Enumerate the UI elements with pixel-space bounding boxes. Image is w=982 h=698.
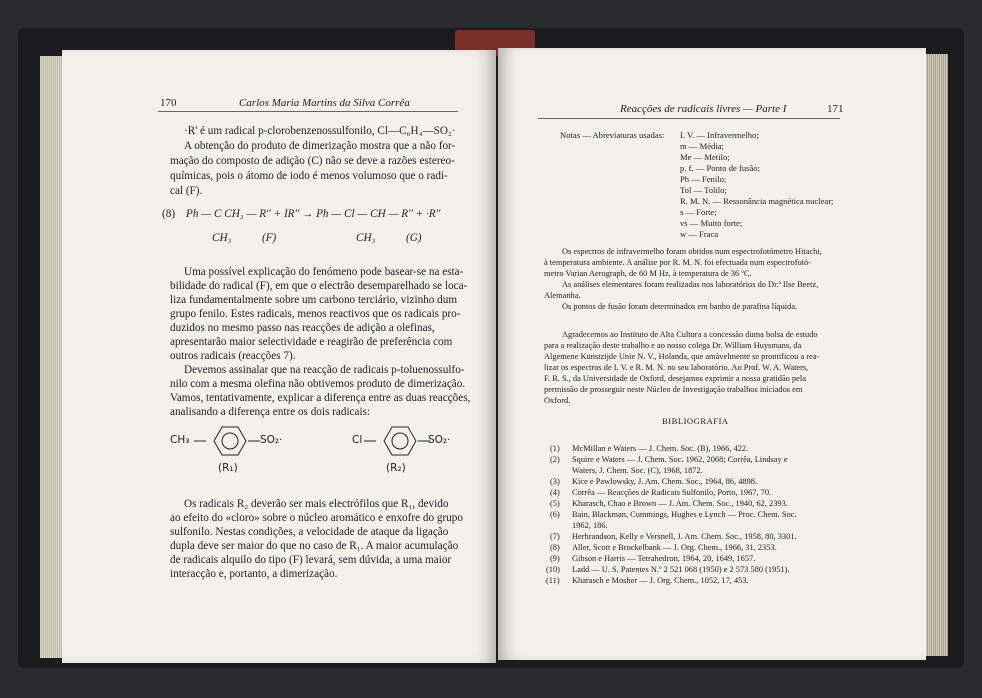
text-line: lizar os espectros de I. V. e R. M. N. no seu laboratório. Ao Prof. W. A. Waters, — [544, 363, 809, 372]
equation-body: Ph — C CH₃ — R'' + IR'' → Ph — Cl — CH — R'' + ·R'' — [186, 208, 441, 220]
ref-number: (5) — [550, 499, 560, 508]
ref-number: (4) — [550, 488, 560, 497]
left-page — [62, 50, 496, 663]
ref-text: Bain, Blackman, Cummings, Hughes e Lynch — Proc. Chem. Soc. — [572, 510, 797, 519]
ref-text: Aller, Scott e Brockelbank — J. Org. Chem., 1966, 31, 2353. — [572, 543, 777, 552]
header-rule — [538, 118, 840, 119]
radical2-substituent: Cl — [352, 434, 363, 446]
text-line: Oxford. — [544, 396, 571, 405]
ref-text: 1962, 186. — [572, 521, 608, 530]
text-line: Uma possível explicação do fenómeno pode basear-se na esta- — [184, 266, 464, 278]
radical2-group: SO₂· — [428, 434, 451, 446]
radical1-label: (R₁) — [218, 462, 238, 474]
abbrev-line: R. M. N. — Ressonância magnética nuclear; — [680, 196, 834, 206]
text-line: apresentarão maior selectividade e reagirão de preferência com — [170, 336, 453, 348]
radical1-group: SO₂· — [260, 434, 283, 446]
ref-text: Ladd — U. S. Patentes N.º 2 521 068 (1950) e 2 573 580 (1951). — [572, 565, 790, 574]
text-line: interacção e, portanto, a dimerização. — [170, 568, 338, 580]
text-line: Devemos assinalar que na reacção de radicais p-toluenossulfo- — [184, 364, 465, 376]
page-number: 170 — [160, 97, 177, 109]
ref-text: Herbrandson, Kelly e Versnell, J. Am. Chem. Soc., 1958, 80, 3301. — [572, 532, 797, 541]
ref-text: Waters, J. Chem. Soc. (C), 1968, 1872. — [572, 466, 703, 475]
abbrev-line: Me — Metilo; — [680, 152, 730, 162]
text-line: Alemanha. — [544, 291, 581, 300]
ref-text: Kice e Pawlowsky, J. Am. Chem. Soc., 1964, 86, 4898. — [572, 477, 758, 486]
ref-text: Kharasch, Chao e Brown — J. Am. Chem. Soc., 1940, 62, 2393. — [572, 499, 788, 508]
text-line: Os radicais R₂ deverão ser mais electrófilos que R₁, devido — [184, 498, 449, 510]
ref-number: (9) — [550, 554, 560, 563]
text-line: outros radicais (reacções 7). — [170, 350, 296, 362]
text-line: cal (F). — [170, 185, 203, 197]
equation-label-g: (G) — [406, 232, 422, 244]
page-edges-left — [40, 56, 64, 658]
page-edges-right — [926, 54, 948, 656]
equation-number: (8) — [162, 208, 176, 220]
text-line: Agradecemos ao Instituto de Alta Cultura a concessão duma bolsa de estudo — [562, 330, 818, 339]
running-head: Carlos Maria Martins da Silva Corrêa — [239, 97, 410, 109]
text-line: mação do composto de adição (C) não se deve a razões estereo- — [170, 155, 455, 167]
ref-number: (7) — [550, 532, 560, 541]
radical1-substituent: CH₃ — [170, 434, 190, 446]
ref-number: (1) — [550, 444, 560, 453]
abbrev-line: w — Fraca — [680, 229, 719, 239]
bibliography-title: BIBLIOGRAFIA — [662, 416, 729, 426]
ref-number: (11) — [546, 576, 560, 585]
text-line: analisando a diferença entre os dois radicais: — [170, 406, 371, 418]
ref-text: Corrêa — Reacções de Radicais Sulfonilo, Porto, 1967, 70. — [572, 488, 772, 497]
equation-sub-left: CH₃ — [212, 232, 232, 244]
text-line: permissão de prosseguir neste Núcleo de Investigação trabalhos iniciados em — [544, 385, 803, 394]
header-rule — [158, 111, 458, 112]
radical2-label: (R₂) — [386, 462, 406, 474]
text-line: ao efeito do «cloro» sobre o núcleo aromático e enxofre do grupo — [170, 512, 463, 524]
text-line: Os pontos de fusão foram determinados em banho de parafina líquida. — [562, 302, 798, 311]
abbrev-line: s — Forte; — [680, 207, 717, 217]
ref-number: (6) — [550, 510, 560, 519]
benzene-ring-2-icon — [362, 422, 432, 460]
ref-number: (2) — [550, 455, 560, 464]
text-line: duzidos no mesmo passo nas reacções de adição a olefinas, — [170, 322, 435, 334]
ref-text: Squire e Waters — J. Chem. Soc. 1962, 2068; Corrêa, Lindsay e — [572, 455, 788, 464]
equation-label-f: (F) — [262, 232, 277, 244]
text-line: químicas, pois o átomo de iodo é menos volumoso que o radi- — [170, 170, 448, 182]
abbrev-line: I. V. — Infravermelho; — [680, 130, 759, 140]
text-line: de radicais alquilo do tipo (F) levará, sem dúvida, a uma maior — [170, 554, 452, 566]
text-line: Vamos, tentativamente, explicar a diferença entre as duas reacções, — [170, 392, 471, 404]
notes-label: Notas — Abreviaturas usadas: — [560, 130, 665, 140]
text-line: Os espectros de infravermelho foram obtidos num espectrofotómetro Hitachi, — [562, 247, 822, 256]
running-head: Reacções de radicais livres — Parte I — [620, 103, 787, 115]
text-line: A obtenção do produto de dimerização mostra que a não for- — [184, 140, 456, 152]
text-line: nilo com a mesma olefina não obtivemos produto de dimerização. — [170, 378, 466, 390]
page-number: 171 — [827, 103, 844, 115]
text-line: dupla deve ser maior do que no caso de R₁. A maior acumulação — [170, 540, 459, 552]
abbrev-line: Ph — Fenilo; — [680, 174, 727, 184]
abbrev-line: vs — Muito forte; — [680, 218, 743, 228]
abbrev-line: Tol — Tolilo; — [680, 185, 727, 195]
text-line: para a realização deste trabalho e ao nosso colega Dr. William Huysmans, da — [544, 341, 802, 350]
text-line: liza fundamentalmente sobre um carbono terciário, vizinho dum — [170, 294, 458, 306]
ref-text: Kharasch e Mosher — J. Org. Chem., 1052, 17, 453. — [572, 576, 749, 585]
text-line: F. R. S., da Universidade de Oxford, desejamos exprimir a nossa gratidão pela — [544, 374, 806, 383]
text-line: Algemene Kunstzijde Unie N. V., Holanda, que amàvelmente se prontificou a rea- — [544, 352, 820, 361]
ref-number: (3) — [550, 477, 560, 486]
right-page — [498, 48, 926, 660]
ref-text: McMillan e Waters — J. Chem. Soc. (B), 1966, 422. — [572, 444, 749, 453]
text-line: As análises elementares foram realizadas nos laboratórios do Dr.ª Ilse Beetz, — [562, 280, 819, 289]
text-line: bilidade do radical (F), em que o electrão desemparelhado se loca- — [170, 280, 468, 292]
benzene-ring-1-icon — [192, 422, 262, 460]
text-line: metro Varian Aerograph, de 60 M Hz, à temperatura de 36 ºC. — [544, 269, 752, 278]
text-line: grupo fenilo. Estes radicais, menos reactivos que os radicais pro- — [170, 308, 461, 320]
abbrev-line: m — Média; — [680, 141, 724, 151]
equation-sub-right: CH₃ — [356, 232, 376, 244]
abbrev-line: p. f. — Ponto de fusão; — [680, 163, 760, 173]
ref-text: Gibson e Harris — Tetrahedron, 1964, 20, 1649, 1657. — [572, 554, 756, 563]
text-line: ·R' é um radical p-clorobenzenossulfonilo, Cl—C₆H₄—SO₂· — [184, 125, 456, 137]
text-line: sulfonilo. Nestas condições, a velocidade de ataque da ligação — [170, 526, 449, 538]
ref-number: (10) — [546, 565, 560, 574]
ref-number: (8) — [550, 543, 560, 552]
text-line: à temperatura ambiente. A análise por R. M. N. foi efectuada num espectrofotó- — [544, 258, 811, 267]
